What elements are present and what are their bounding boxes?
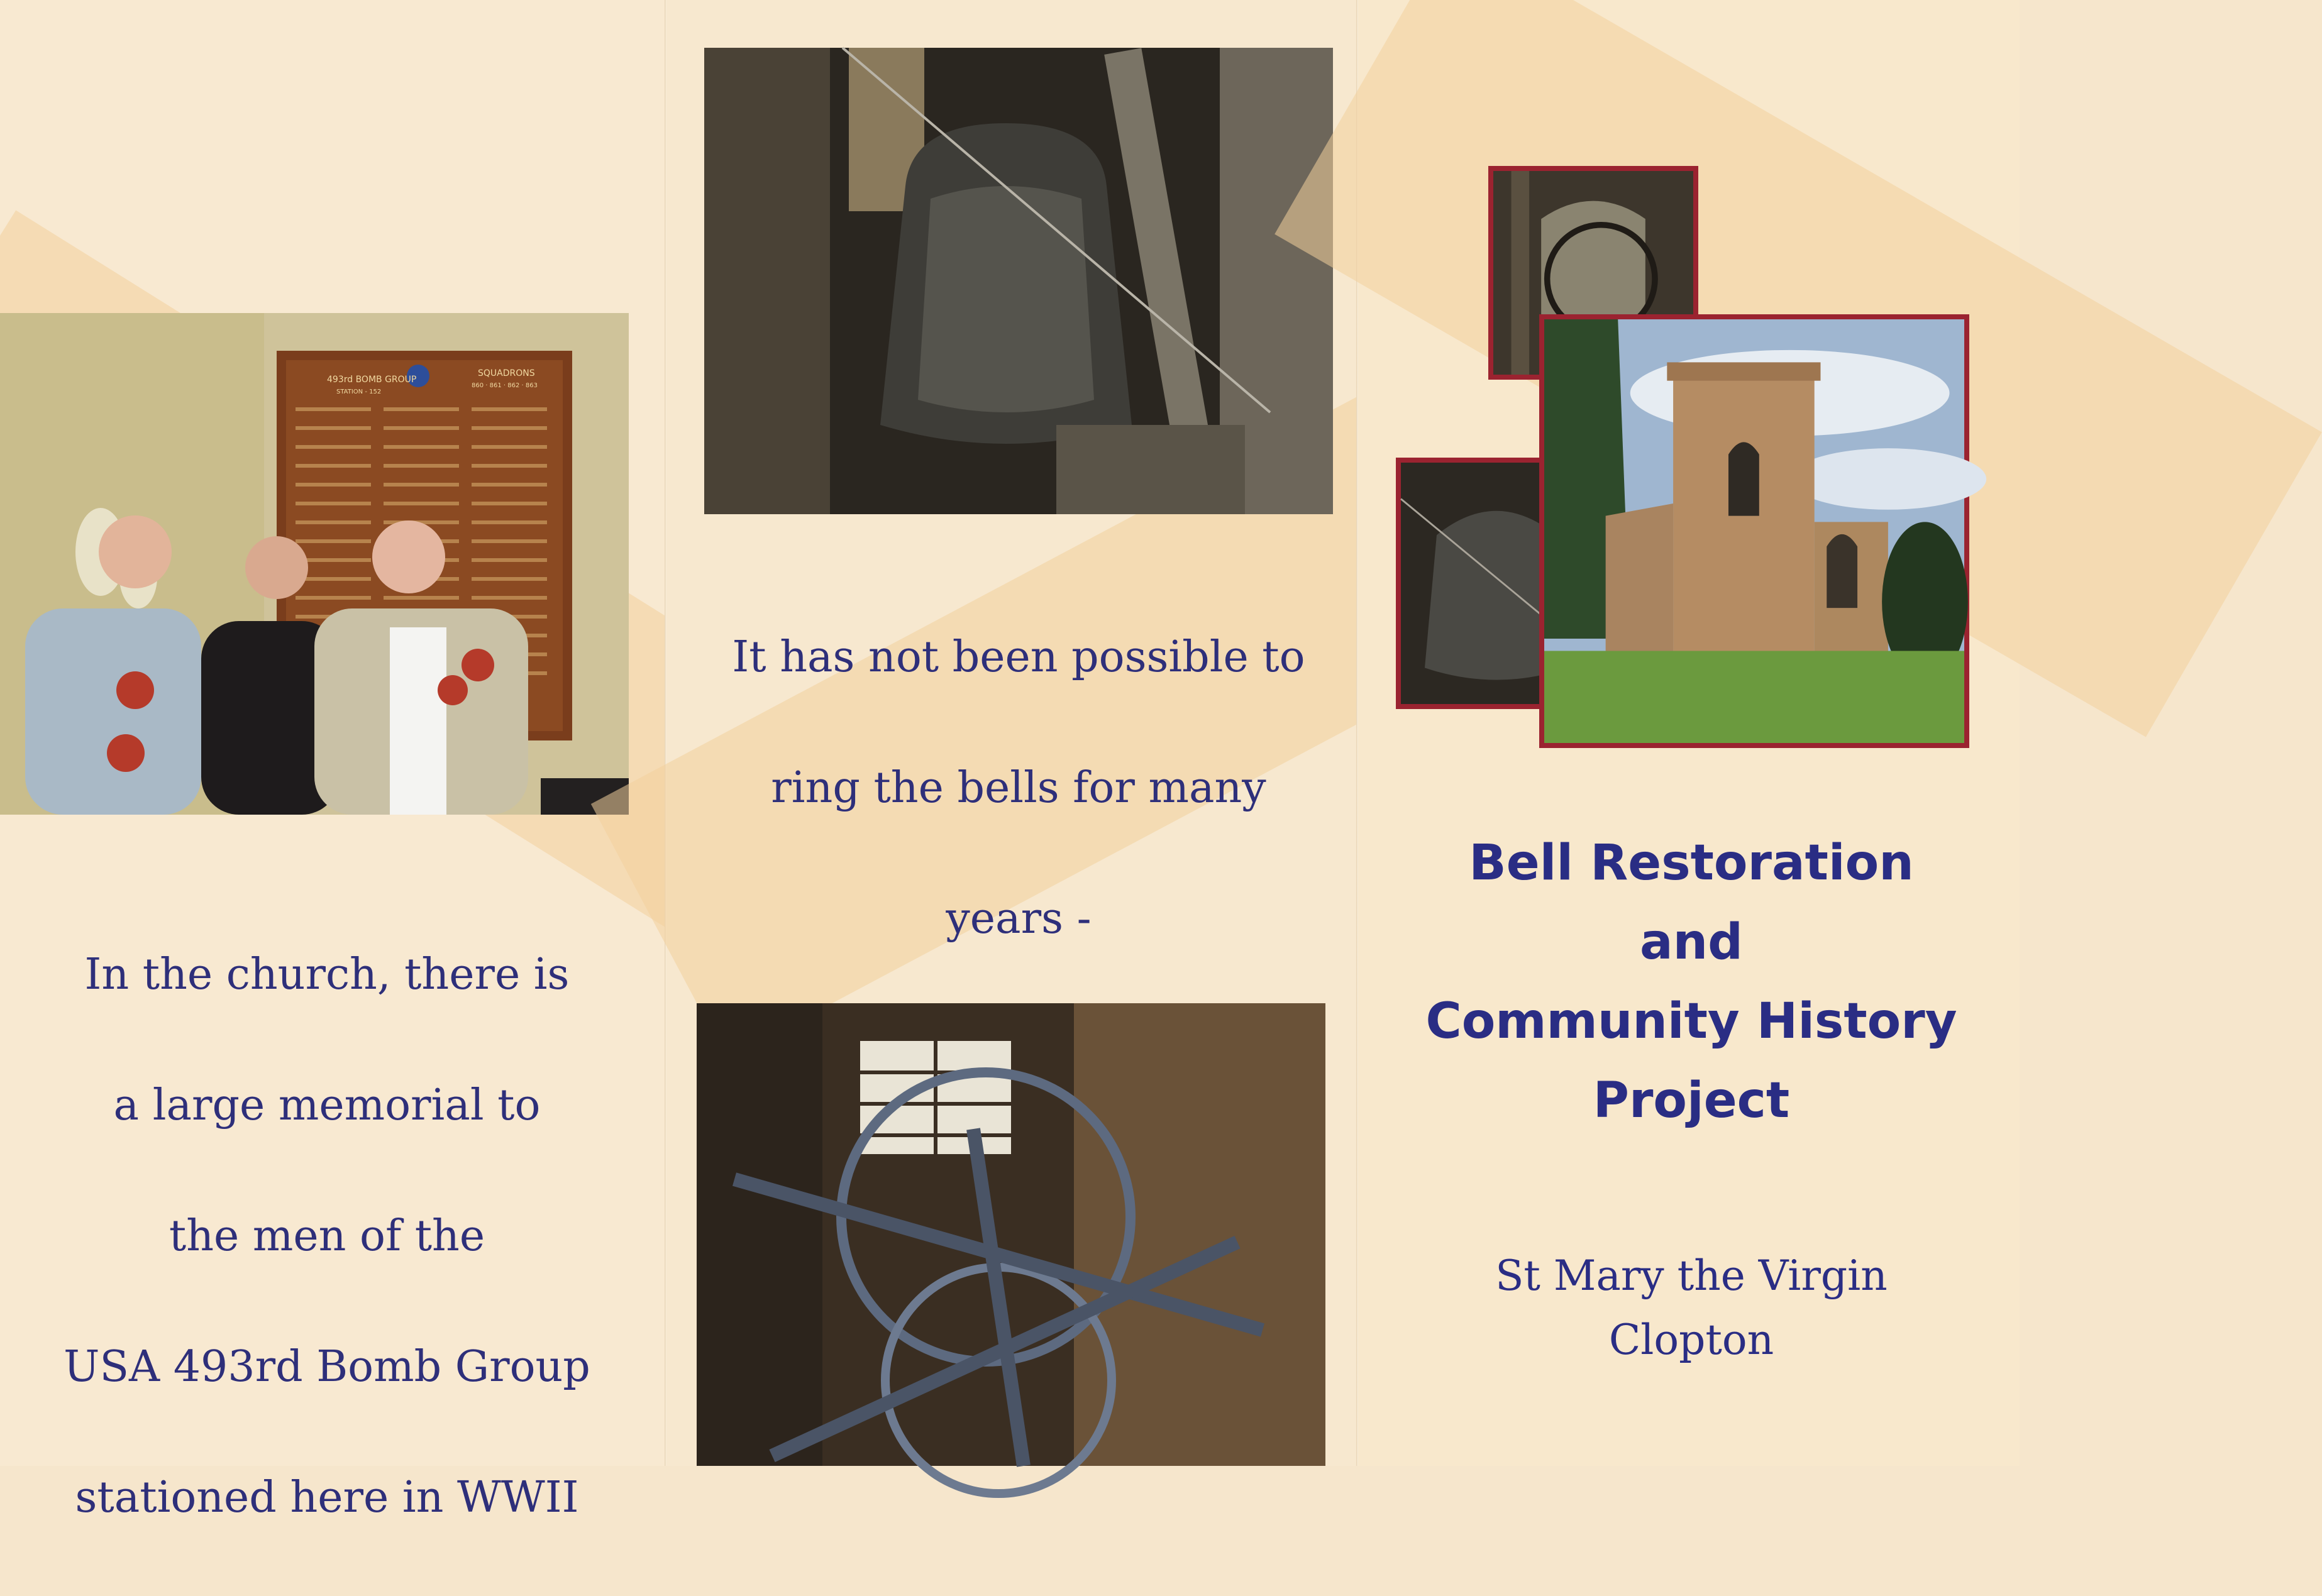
board-squadrons: SQUADRONS — [478, 368, 535, 378]
title-line: Project — [1593, 1072, 1790, 1129]
board-station: STATION - 152 — [336, 388, 382, 395]
caption-line: ring the bells for many — [771, 763, 1266, 813]
caption-line: It has not been possible to — [732, 632, 1305, 682]
church-exterior-photo — [1539, 314, 1969, 748]
left-panel — [0, 0, 666, 1522]
caption-line: USA 493rd Bomb Group — [64, 1342, 590, 1392]
place-name: Clopton — [1608, 1316, 1774, 1364]
right-panel — [1358, 0, 2020, 1466]
bell-frame-photo — [697, 1003, 1325, 1466]
church-name: St Mary the Virgin — [1495, 1252, 1888, 1300]
middle-panel — [666, 0, 1358, 1466]
board-title: 493rd BOMB GROUP — [327, 375, 417, 385]
title-line: Community History — [1425, 993, 1957, 1050]
veterans-memorial-photo — [0, 313, 629, 815]
title-line: and — [1640, 914, 1743, 971]
memorial-caption — [13, 877, 641, 1596]
board-squadron-numbers: 860 · 861 · 862 · 863 — [472, 382, 538, 389]
bell-in-tower-photo — [704, 48, 1333, 514]
caption-line: stationed here in WWII — [75, 1473, 579, 1522]
leaflet-title — [1377, 823, 2006, 1140]
caption-line: the men of the — [169, 1211, 485, 1261]
caption-line: In the church, there is — [84, 950, 570, 999]
show-through-text — [101, 13, 541, 201]
title-line: Bell Restoration — [1469, 835, 1914, 891]
caption-line: a large memorial to — [113, 1081, 541, 1130]
caption-line: years - — [946, 894, 1092, 944]
